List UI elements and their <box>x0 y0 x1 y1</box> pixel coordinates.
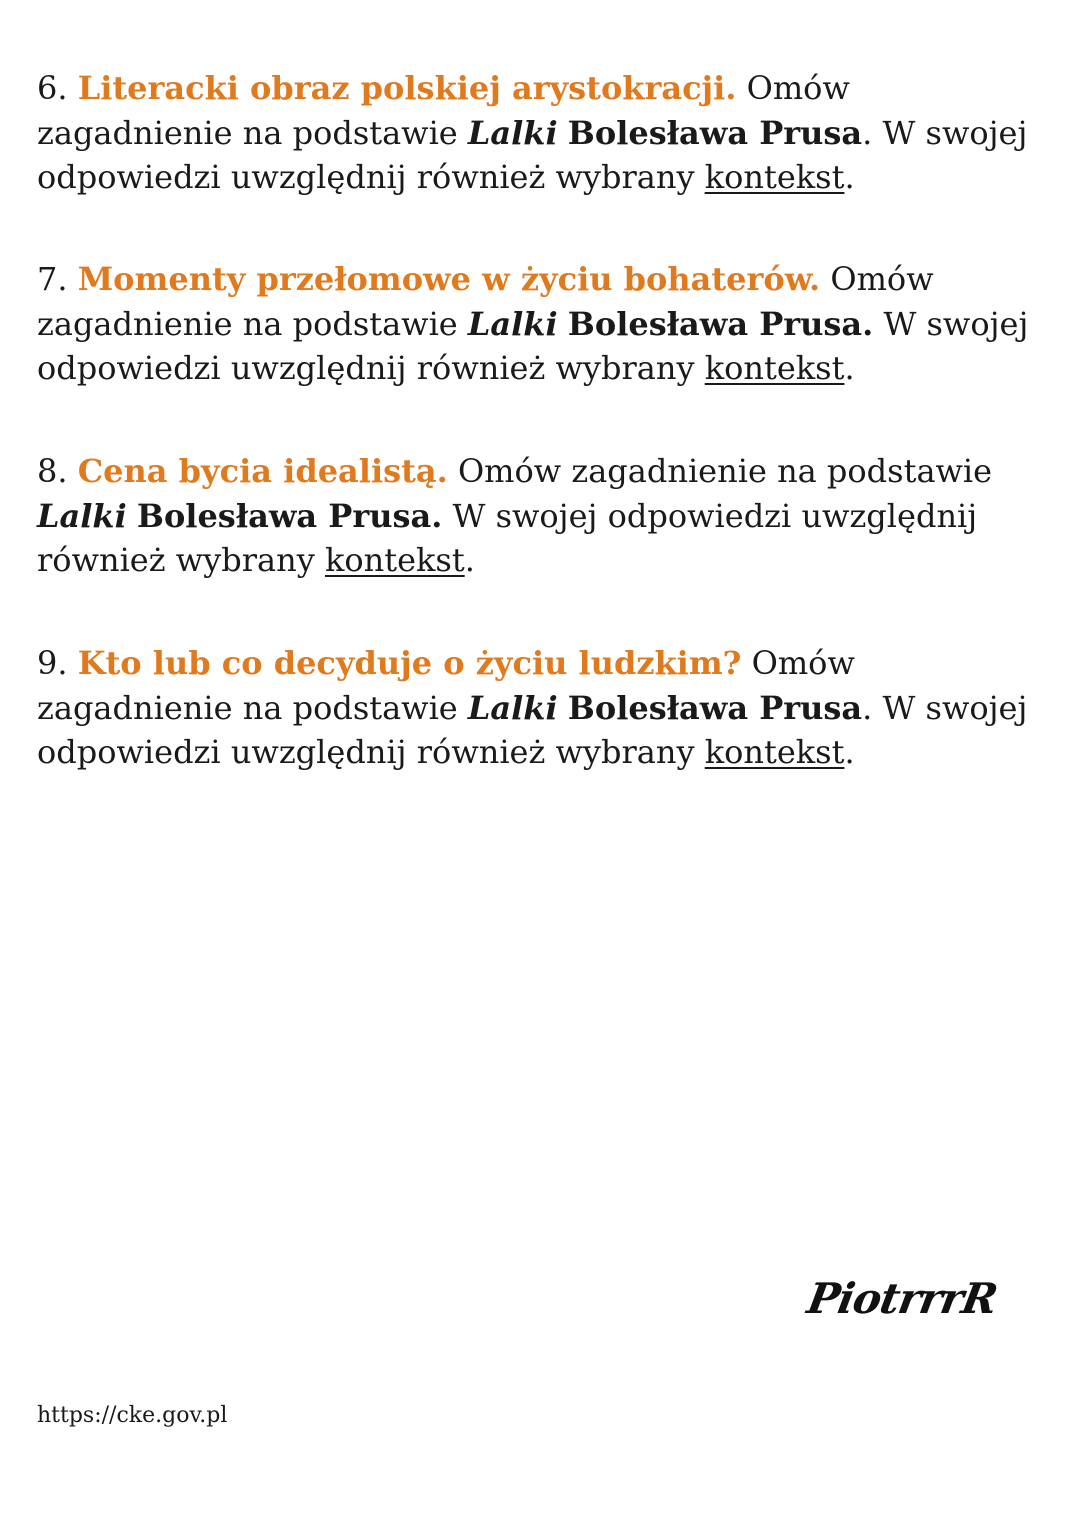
question-number: 9. <box>37 644 68 682</box>
question-topic: Kto lub co decyduje o życiu ludzkim? <box>77 644 742 682</box>
question-8 <box>37 449 1037 583</box>
question-intro: Omów zagadnienie na podstawie <box>37 69 850 152</box>
context-link: kontekst <box>704 349 845 387</box>
question-topic: Cena bycia idealistą. <box>77 452 448 490</box>
source-url: https://cke.gov.pl <box>37 1403 228 1428</box>
question-intro: Omów zagadnienie na podstawie <box>457 452 993 490</box>
question-instruction: . W swojej odpowiedzi uwzględnij również wybrany <box>37 113 1028 196</box>
author-name: Bolesława Prusa <box>567 113 863 152</box>
author-name: Bolesława Prusa <box>567 688 863 727</box>
context-link: kontekst <box>704 158 845 196</box>
question-end: . <box>844 733 855 771</box>
question-9 <box>37 641 1037 775</box>
question-end: . <box>844 158 855 196</box>
author-name: Bolesława Prusa. <box>136 496 443 535</box>
question-instruction: W swojej odpowiedzi uwzględnij również wybrany <box>37 304 1029 387</box>
book-title: Lalki <box>467 304 558 343</box>
question-topic: Literacki obraz polskiej arystokracji. <box>77 69 737 107</box>
question-number: 7. <box>37 260 68 298</box>
question-end: . <box>844 349 855 387</box>
question-end: . <box>464 541 475 579</box>
book-title: Lalki <box>37 496 127 535</box>
question-instruction: . W swojej odpowiedzi uwzględnij również wybrany <box>37 688 1028 771</box>
question-intro: Omów zagadnienie na podstawie <box>37 644 855 727</box>
author-name: Bolesława Prusa. <box>567 304 874 343</box>
question-topic: Momenty przełomowe w życiu bohaterów. <box>77 260 821 298</box>
context-link: kontekst <box>324 541 465 579</box>
question-number: 6. <box>37 69 68 107</box>
question-6 <box>37 66 1037 200</box>
question-number: 8. <box>37 452 68 490</box>
question-7 <box>37 257 1037 391</box>
book-title: Lalki <box>467 113 558 152</box>
question-instruction: W swojej odpowiedzi uwzględnij również wybrany <box>37 496 978 579</box>
question-intro: Omów zagadnienie na podstawie <box>37 260 934 343</box>
context-link: kontekst <box>704 733 845 771</box>
book-title: Lalki <box>467 688 558 727</box>
author-signature: PiotrrrR <box>803 1274 1001 1323</box>
